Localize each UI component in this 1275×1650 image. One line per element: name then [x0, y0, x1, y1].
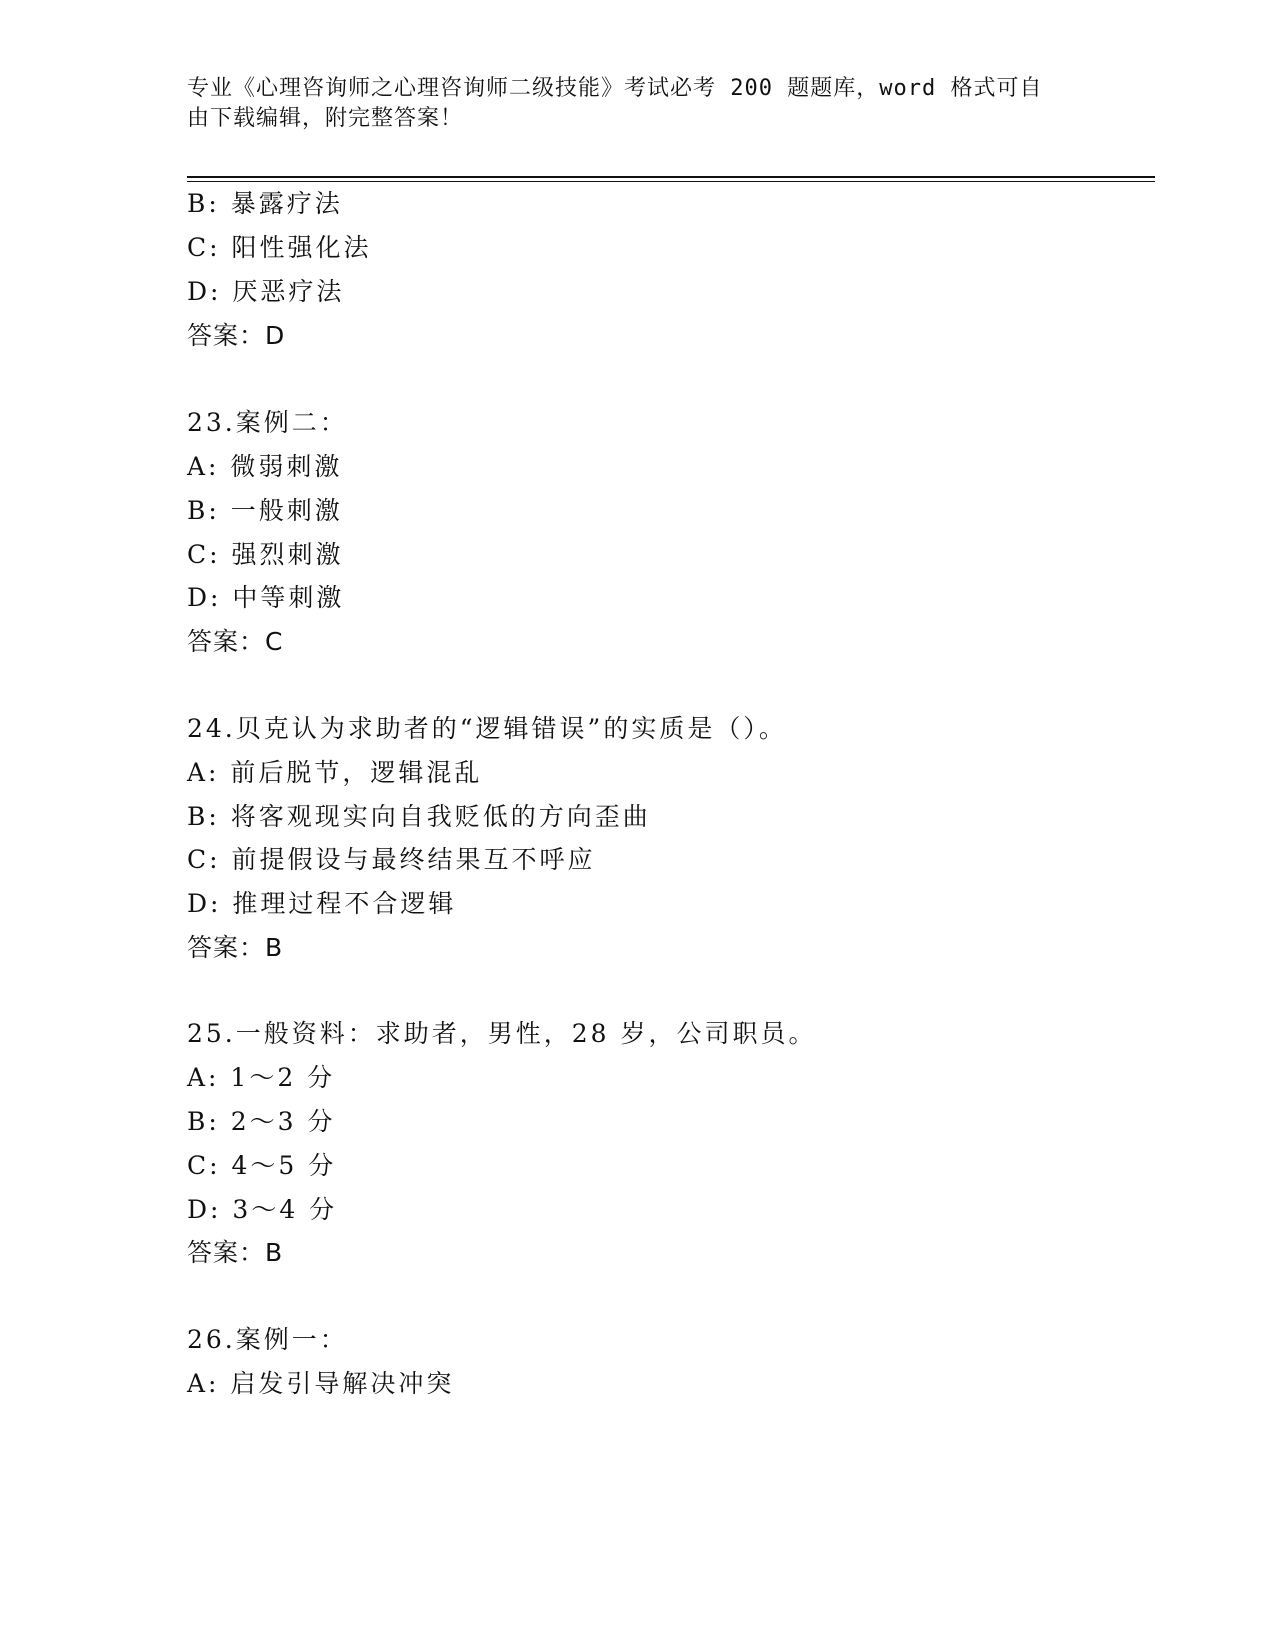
- q23-option-b: B: 一般刺激: [187, 496, 343, 525]
- q25-option-c: C: 4～5 分: [187, 1151, 337, 1180]
- q22-option-c: C: 阳性强化法: [187, 233, 372, 262]
- q26-option-a: A: 启发引导解决冲突: [187, 1369, 455, 1398]
- q25-answer: 答案：B: [187, 1238, 284, 1267]
- q22-option-d: D: 厌恶疗法: [187, 277, 345, 306]
- header-line-2: 由下载编辑，附完整答案！: [187, 106, 464, 131]
- q24-option-c: C: 前提假设与最终结果互不呼应: [187, 845, 596, 874]
- q24-option-d: D: 推理过程不合逻辑: [187, 889, 457, 918]
- q22-answer: 答案：D: [187, 321, 286, 350]
- q23-option-d: D: 中等刺激: [187, 583, 345, 612]
- q24-option-b: B: 将客观现实向自我贬低的方向歪曲: [187, 802, 651, 831]
- q25-option-d: D: 3～4 分: [187, 1195, 338, 1224]
- document-header: [187, 74, 1067, 134]
- header-rule-thick: [187, 176, 1155, 178]
- q25-option-b: B: 2～3 分: [187, 1107, 336, 1136]
- q24-title: 24.贝克认为求助者的“逻辑错误”的实质是（）。: [187, 714, 787, 743]
- q22-option-b: B: 暴露疗法: [187, 189, 343, 218]
- q25-option-a: A: 1～2 分: [187, 1063, 336, 1092]
- q24-answer: 答案：B: [187, 933, 284, 962]
- q23-title: 23.案例二：: [187, 408, 348, 437]
- header-rule-thin: [187, 181, 1155, 182]
- header-line-1: 专业《心理咨询师之心理咨询师二级技能》考试必考 200 题题库，word 格式可自: [187, 76, 1043, 101]
- q24-option-a: A: 前后脱节，逻辑混乱: [187, 758, 483, 787]
- q23-answer: 答案：C: [187, 627, 284, 656]
- q23-option-c: C: 强烈刺激: [187, 540, 344, 569]
- q25-title: 25.一般资料：求助者，男性，28 岁，公司职员。: [187, 1019, 817, 1048]
- q23-option-a: A: 微弱刺激: [187, 452, 343, 481]
- q26-title: 26.案例一：: [187, 1325, 348, 1354]
